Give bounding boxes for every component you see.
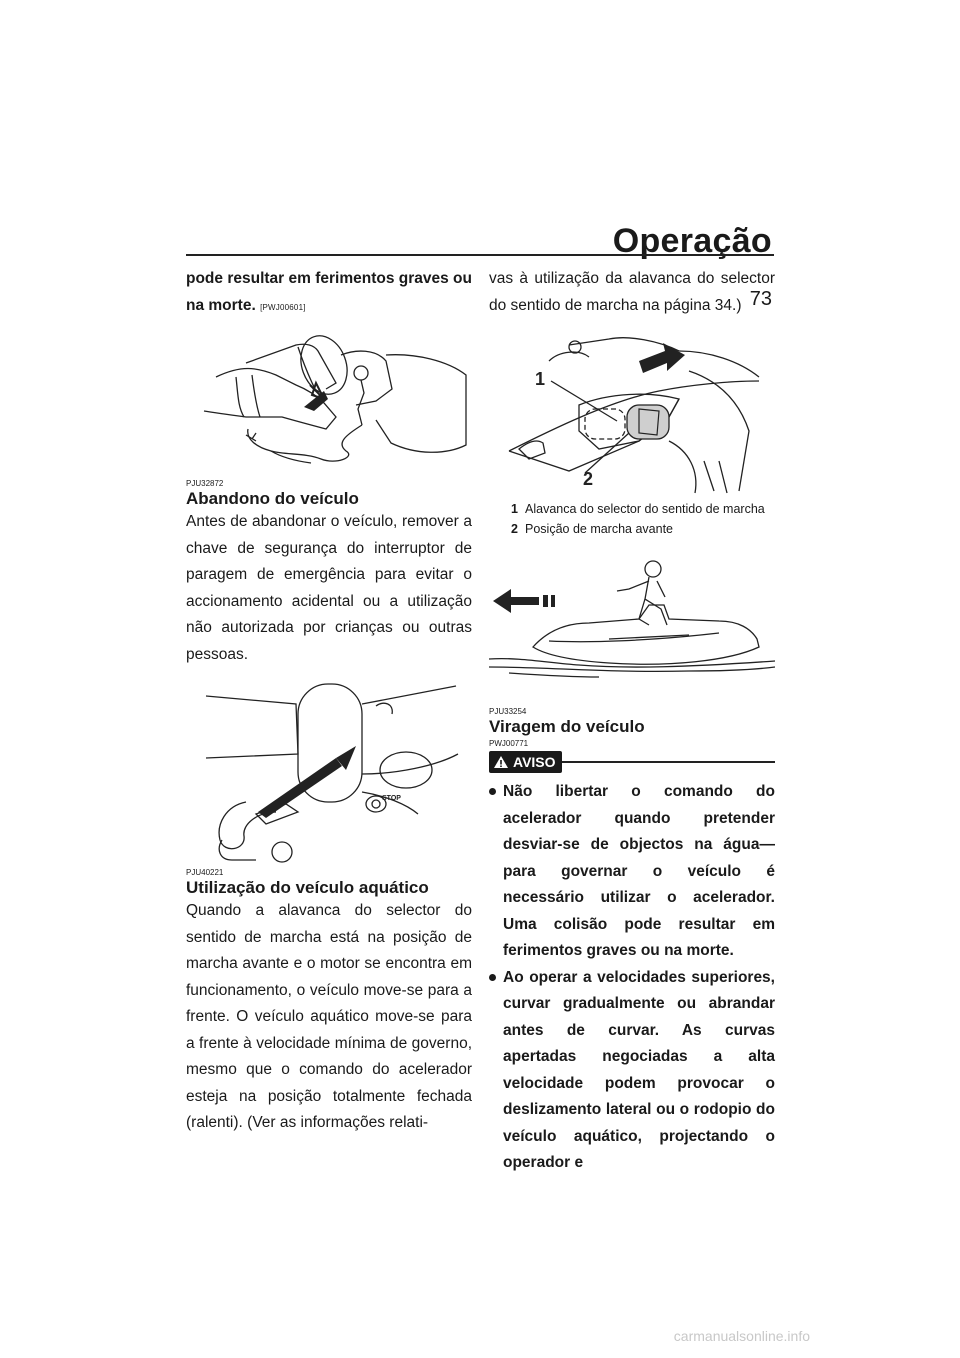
warning-list <box>489 779 775 1177</box>
section-viragem-code: PJU33254 <box>489 707 527 716</box>
watermark: carmanualsonline.info <box>673 1328 810 1344</box>
caption-2: 2 Posição de marcha avante <box>511 522 674 536</box>
section-viragem-title: Viragem do veículo <box>489 717 645 736</box>
warning-bullet: Ao operar a velocidades superiores, curvar gradualmente ou abrandar antes de curvar. As curvas apertadas negociadas a alta velocidade podem provocar o deslizamento lateral ou o rodopio do veículo aquático, projectando o operador e <box>489 965 775 1177</box>
section-abandono-title: Abandono do veículo <box>186 489 359 508</box>
callout-2: 2 <box>583 469 594 489</box>
bullet-dot-icon <box>489 788 496 795</box>
page-header-title: Operação <box>612 222 772 260</box>
bullet-dot-icon <box>489 974 496 981</box>
warning-header <box>489 751 775 773</box>
header-rule <box>186 254 774 256</box>
figure-watercraft-forward <box>489 549 775 699</box>
section-utilizacao-code: PJU40221 <box>186 868 224 877</box>
warning-rule <box>562 761 775 763</box>
left-column <box>186 266 472 1137</box>
intro-warning-text: pode resultar em ferimentos graves ou na morte. [PWJ00601] <box>186 270 472 314</box>
stop-label: STOP <box>382 795 401 802</box>
section-utilizacao-title: Utilização do veículo aquático <box>186 878 429 897</box>
right-column <box>489 266 775 1177</box>
warning-code: PWJ00771 <box>489 739 529 748</box>
figure-safety-key-removal <box>186 674 472 864</box>
caption-1: 1 Alavanca do selector do sentido de marcha <box>511 502 765 516</box>
warning-badge: AVISO <box>489 751 562 773</box>
warning-triangle-icon <box>493 755 509 769</box>
section-abandono-text: Antes de abandonar o veículo, remover a chave de segurança do interruptor de paragem de emergência para evitar o accionamento acidental ou a utilização não autorizada por crianças ou outras pessoas. <box>186 513 472 663</box>
continued-text: vas à utilização da alavanca do selector do sentido de marcha na página 34.) <box>489 270 775 314</box>
section-abandono-code: PJU32872 <box>186 479 224 488</box>
figure-shift-lever <box>489 321 775 499</box>
figure-hand-lanyard <box>186 325 472 475</box>
warning-bullet: Não libertar o comando do acelerador quando pretender desviar-se de objectos na água—para governar o veículo é necessário utilizar o acelerador. Uma colisão pode resultar em ferimentos graves ou na morte. <box>489 779 775 965</box>
callout-1: 1 <box>535 369 546 389</box>
page-number: 73 <box>749 288 772 310</box>
intro-warning-code: [PWJ00601] <box>260 302 306 312</box>
section-utilizacao-text: Quando a alavanca do selector do sentido de marcha está na posição de marcha avante e o motor se encontra em funcionamento, o veículo move-se para a frente. O veículo aquático move-se para a frente à velocidade mínima de governo, mesmo que o comando do acelerador esteja na posição totalmente fechada (ralenti). (Ver as informações relati- <box>186 902 472 1131</box>
